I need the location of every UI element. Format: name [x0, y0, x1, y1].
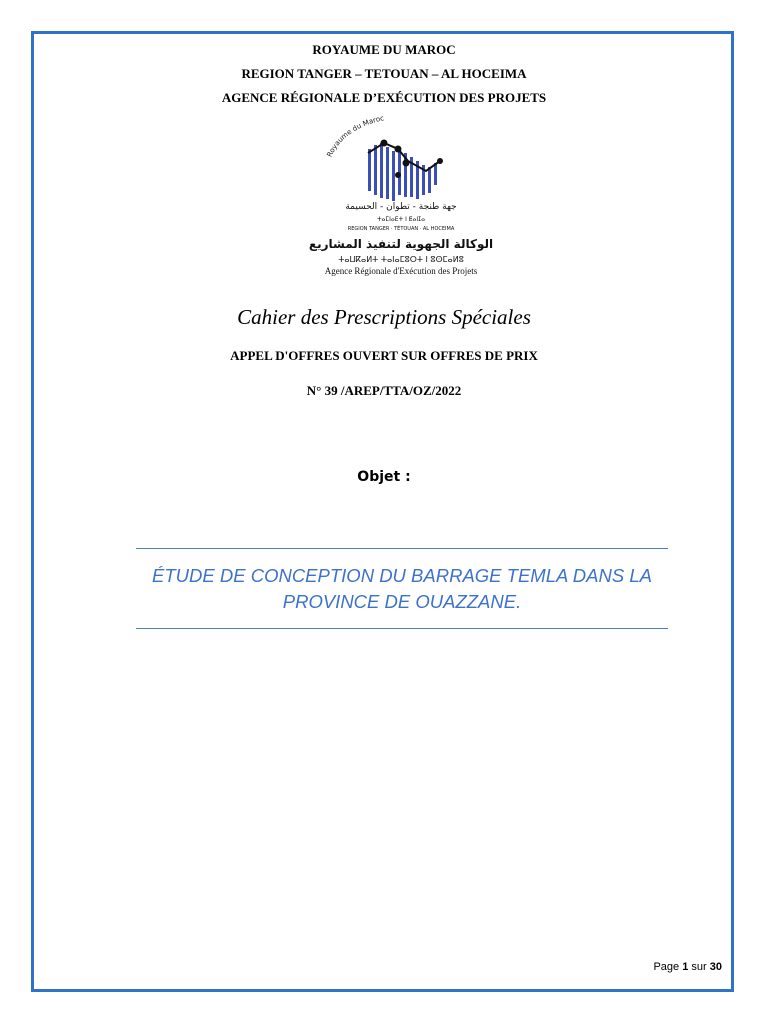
document-title: Cahier des Prescriptions Spéciales [237, 305, 531, 329]
page-sep: sur [691, 961, 707, 973]
tender-reference: N° 39 /AREP/TTA/OZ/2022 [306, 383, 462, 398]
logo-region-french: REGION TANGER · TÉTOUAN · AL HOCEIMA [347, 226, 455, 232]
logo-french-name: Agence Régionale d'Exécution des Projets [324, 266, 478, 276]
logo-tifinagh-name: ⵜⴰⵡⴽⴰⵍⵜ ⵜⴰⵏⴰⵎⵓⵔⵜ ⵏ ⵓⵙⵎⴰⵍⵓ [338, 255, 464, 264]
subject-line-2: PROVINCE DE OUAZZANE. [282, 591, 522, 612]
object-label: Objet : [357, 469, 411, 485]
header-region: REGION TANGER – TETOUAN – AL HOCEIMA [241, 66, 527, 81]
tender-type: APPEL D'OFFRES OUVERT SUR OFFRES DE PRIX [230, 348, 538, 363]
page-number [653, 961, 722, 973]
page-total: 30 [709, 961, 722, 973]
header-agency: AGENCE RÉGIONALE D’EXÉCUTION DES PROJETS [221, 90, 547, 105]
logo-arabic-name: الوكالة الجهوية لتنفيذ المشاريع [308, 237, 494, 251]
subject-bottom-rule [136, 628, 668, 629]
logo-region-arabic: جهة طنجة - تطوان - الحسيمة [345, 202, 457, 212]
subject-line-1: ÉTUDE DE CONCEPTION DU BARRAGE TEMLA DANS LA [152, 565, 652, 586]
header-kingdom: ROYAUME DU MAROC [312, 42, 456, 57]
subject-top-rule [136, 548, 668, 549]
logo-graphic [306, 113, 496, 281]
page-current: 1 [682, 961, 689, 973]
page-word: Page [653, 961, 680, 973]
subject-block [136, 563, 668, 615]
agency-logo [306, 113, 496, 281]
logo-region-tifinagh: ⵜⴰⵎⵏⴰⴹⵜ ⵏ ⵟⴰⵏⵊⴰ [376, 216, 426, 223]
logo-arc-text: Royaume du Maroc [325, 114, 385, 159]
